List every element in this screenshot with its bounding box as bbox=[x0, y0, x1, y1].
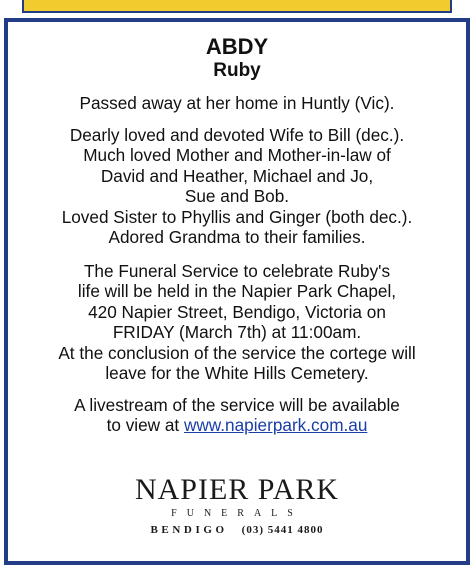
text-line: Loved Sister to Phyllis and Ginger (both dec.). bbox=[61, 206, 413, 227]
funeral-home-logo bbox=[8, 475, 466, 537]
notice-frame bbox=[4, 18, 470, 565]
logo-subtitle: FUNERALS bbox=[171, 508, 303, 519]
logo-contact bbox=[8, 523, 466, 537]
logo-name: NAPIER PARK bbox=[134, 473, 340, 506]
text-line: FRIDAY (March 7th) at 11:00am. bbox=[112, 322, 362, 342]
text-fragment: to view at bbox=[106, 415, 180, 435]
text-line: 420 Napier Street, Bendigo, Victoria on bbox=[88, 301, 386, 322]
text-line: At the conclusion of the service the cortege will bbox=[58, 342, 416, 363]
text-line bbox=[8, 415, 466, 436]
deceased-given-name: Ruby bbox=[213, 60, 261, 81]
deceased-surname: ABDY bbox=[205, 34, 269, 59]
text-line: A livestream of the service will be available bbox=[74, 394, 400, 415]
text-line: Passed away at her home in Huntly (Vic). bbox=[79, 93, 395, 113]
passing-paragraph bbox=[8, 93, 466, 114]
text-line: Sue and Bob. bbox=[184, 186, 290, 206]
website-link[interactable]: www.napierpark.com.au bbox=[183, 415, 368, 435]
text-line: The Funeral Service to celebrate Ruby's bbox=[83, 260, 391, 281]
text-line: leave for the White Hills Cemetery. bbox=[105, 363, 369, 383]
logo-phone: (03) 5441 4800 bbox=[241, 524, 324, 536]
notice-content bbox=[8, 34, 466, 436]
family-paragraph bbox=[8, 125, 466, 248]
text-line: Dearly loved and devoted Wife to Bill (dec.). bbox=[69, 124, 405, 145]
livestream-paragraph bbox=[8, 395, 466, 436]
service-paragraph bbox=[8, 261, 466, 384]
text-line: David and Heather, Michael and Jo, bbox=[100, 165, 374, 186]
text-line: life will be held in the Napier Park Chapel, bbox=[77, 281, 397, 301]
logo-town: BENDIGO bbox=[150, 524, 228, 536]
text-line: Adored Grandma to their families. bbox=[108, 227, 366, 247]
gold-top-bar bbox=[22, 0, 452, 13]
text-line: Much loved Mother and Mother-in-law of bbox=[83, 145, 391, 165]
